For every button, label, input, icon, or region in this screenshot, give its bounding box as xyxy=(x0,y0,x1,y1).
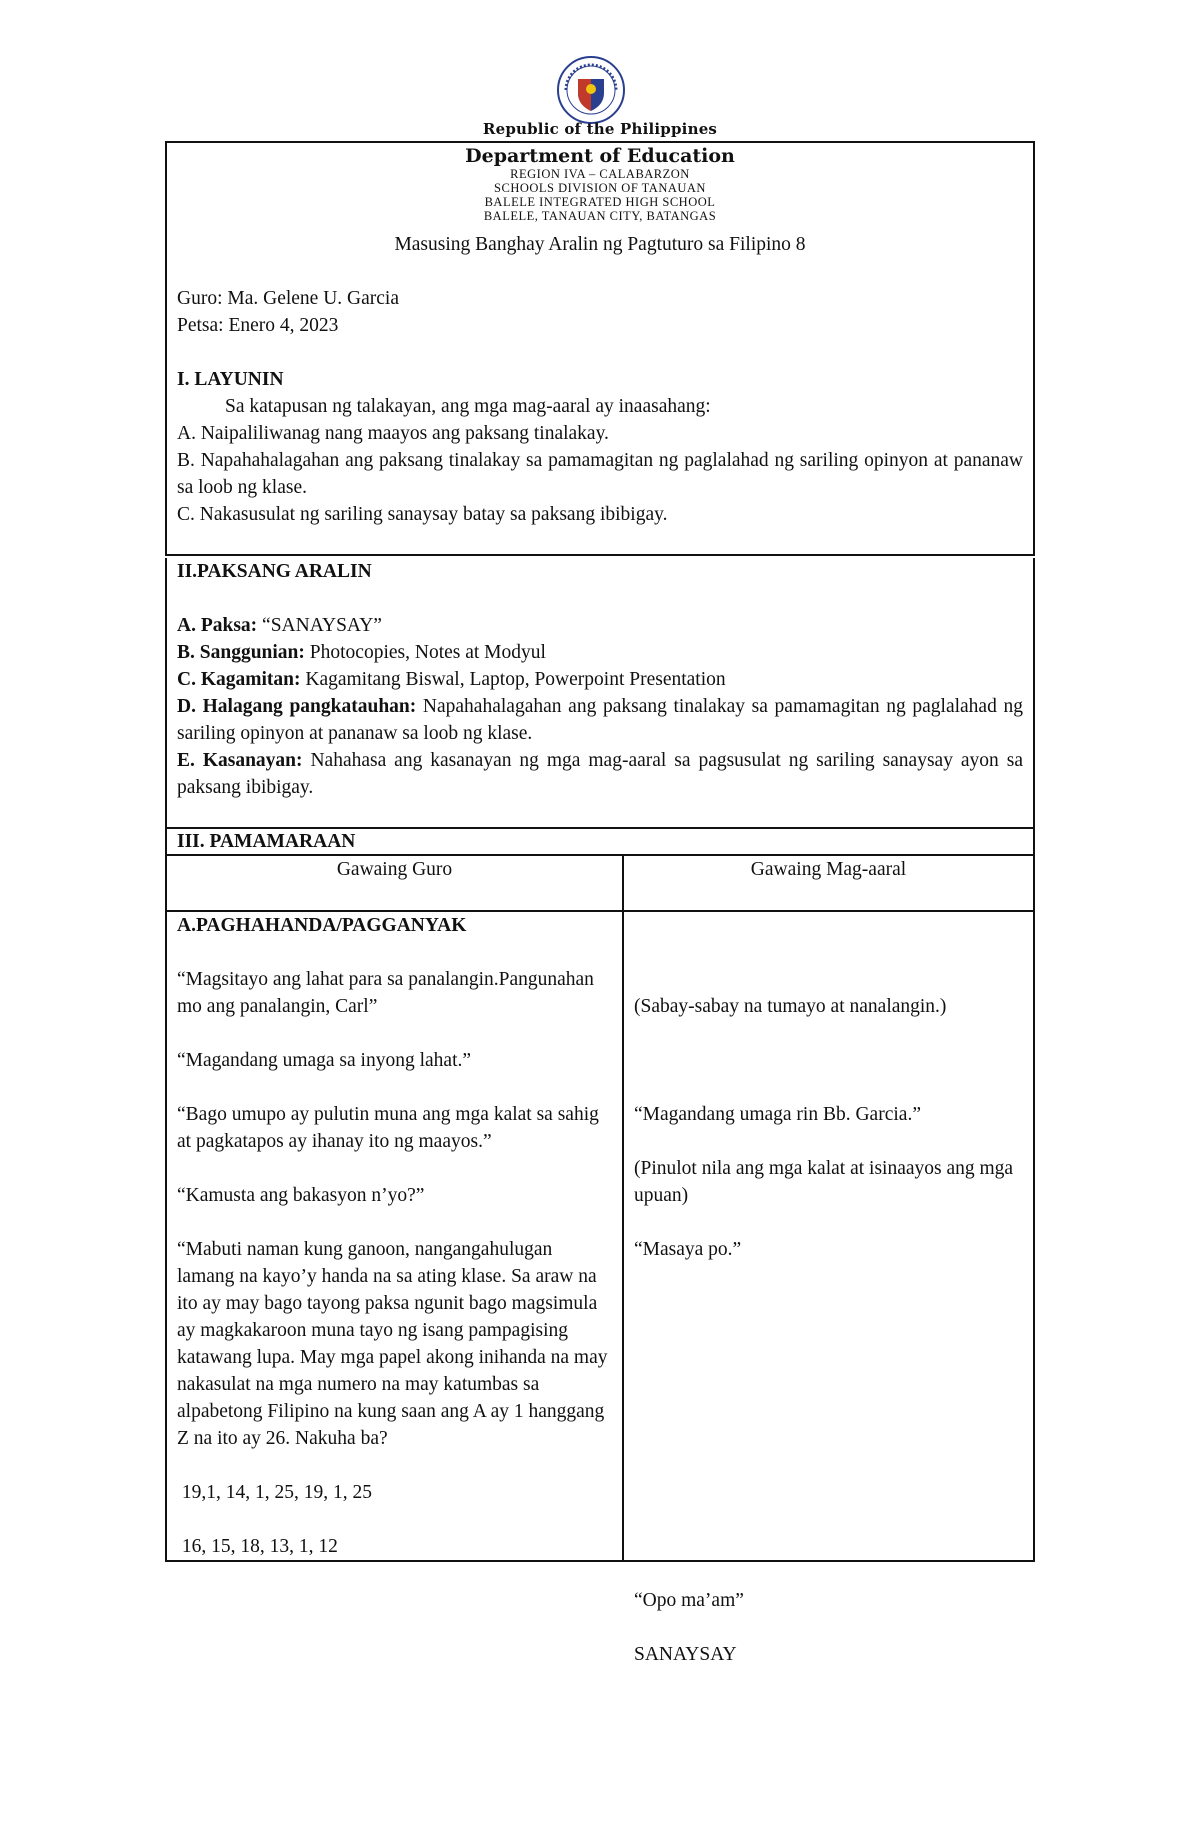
department-label: Department of Education xyxy=(465,145,735,167)
paksang-aralin-section xyxy=(165,558,1035,829)
teacher-line: 19,1, 14, 1, 25, 19, 1, 25 xyxy=(177,1482,372,1503)
paksang-item-label: A. Paksa: xyxy=(177,615,258,636)
paksang-item-text: Nahahasa ang kasanayan ng mga mag-aaral sa pagsusulat ng sariling sanaysay ayon sa paksang ibibigay. xyxy=(177,750,1023,798)
header-layunin-section xyxy=(165,141,1035,556)
student-line: (Sabay-sabay na tumayo at nanalangin.) xyxy=(634,996,947,1017)
layunin-item: B. Napahahalagahan ang paksang tinalakay sa pamamagitan ng paglalahad ng sariling opinyon at pananaw sa loob ng klase. xyxy=(177,450,1023,498)
teacher-line: 16, 15, 18, 13, 1, 12 xyxy=(177,1536,338,1557)
pamamaraan-activities xyxy=(165,912,1035,1665)
teacher-line: “Bago umupo ay pulutin muna ang mga kalat sa sahig at pagkatapos ay ihanay ito ng maayos.” xyxy=(177,1104,599,1152)
layunin-item: C. Nakasusulat ng sariling sanaysay batay sa paksang ibibigay. xyxy=(177,504,668,525)
paksang-item-label: E. Kasanayan: xyxy=(177,750,303,771)
paksang-item-label: B. Sanggunian: xyxy=(177,642,305,663)
layunin-intro: Sa katapusan ng talakayan, ang mga mag-aaral ay inaasahang: xyxy=(225,396,711,417)
teacher-line: “Magandang umaga sa inyong lahat.” xyxy=(177,1050,472,1071)
paksang-heading: II.PAKSANG ARALIN xyxy=(177,561,372,582)
division-label: SCHOOLS DIVISION OF TANAUAN xyxy=(494,181,706,195)
pamamaraan-heading-row xyxy=(165,829,1035,856)
paksang-item-text: “SANAYSAY” xyxy=(257,615,382,636)
pamamaraan-heading: III. PAMAMARAAN xyxy=(177,831,356,852)
paksang-item-label: D. Halagang pangkatauhan: xyxy=(177,696,417,717)
paksang-item xyxy=(177,693,1023,747)
teacher-line: “Mabuti naman kung ganoon, nangangahulugan lamang na kayo’y handa na sa ating klase. Sa araw na ito ay may bago tayong paksa ngunit bago magsimula ay magkakaroon muna tayo ng isang pampagising katawang lupa. May mga papel akong inihanda na may nakasulat na mga numero na may katumbas sa alpabetong Filipino na kung saan ang A ay 1 hanggang Z na ito ay 26. Nakuha ba? xyxy=(177,1239,608,1449)
student-line: SANAYSAY xyxy=(634,1644,737,1665)
paksang-item-text: Photocopies, Notes at Modyul xyxy=(304,642,546,663)
teacher-line: “Magsitayo ang lahat para sa panalangin.Pangunahan mo ang panalangin, Carl” xyxy=(177,969,594,1017)
teacher-activity-column xyxy=(167,912,623,1560)
school-label: BALELE INTEGRATED HIGH SCHOOL xyxy=(484,195,716,209)
deped-seal-icon xyxy=(556,55,626,125)
student-line: (Pinulot nila ang mga kalat at isinaayos ang mga upuan) xyxy=(634,1158,1014,1206)
date-label: Petsa: Enero 4, 2023 xyxy=(177,315,339,336)
student-activity-column xyxy=(623,912,1033,1665)
section-heading: A.PAGHAHANDA/PAGGANYAK xyxy=(177,915,467,936)
paksang-item xyxy=(177,747,1023,801)
paksang-item xyxy=(177,666,1023,693)
paksang-item-text: Kagamitang Biswal, Laptop, Powerpoint Presentation xyxy=(300,669,726,690)
student-line: “Magandang umaga rin Bb. Garcia.” xyxy=(634,1104,921,1125)
student-line: “Opo ma’am” xyxy=(634,1590,744,1611)
paksang-item-text: Napahahalagahan ang paksang tinalakay sa pamamagitan ng paglalahad ng sariling opinyon at pananaw sa loob ng klase. xyxy=(177,696,1023,744)
paksang-item xyxy=(177,612,1023,639)
col-header-student: Gawaing Mag-aaral xyxy=(750,859,907,880)
letterhead xyxy=(167,145,1033,258)
region-label: REGION IVA – CALABARZON xyxy=(510,167,690,181)
plan-title: Masusing Banghay Aralin ng Pagtuturo sa Filipino 8 xyxy=(394,234,806,255)
pamamaraan-column-headers xyxy=(165,856,1035,912)
layunin-item: A. Naipaliliwanag nang maayos ang paksang tinalakay. xyxy=(177,423,609,444)
student-line: “Masaya po.” xyxy=(634,1239,742,1260)
paksang-item-label: C. Kagamitan: xyxy=(177,669,301,690)
paksang-item xyxy=(177,639,1023,666)
col-header-teacher: Gawaing Guro xyxy=(167,856,623,910)
lesson-plan-table xyxy=(165,141,1035,1665)
teacher-label: Guro: Ma. Gelene U. Garcia xyxy=(177,288,399,309)
teacher-line: “Kamusta ang bakasyon n’yo?” xyxy=(177,1185,425,1206)
address-label: BALELE, TANAUAN CITY, BATANGAS xyxy=(483,209,717,223)
layunin-heading: I. LAYUNIN xyxy=(177,369,284,390)
republic-label: Republic of the Philippines xyxy=(482,120,718,138)
